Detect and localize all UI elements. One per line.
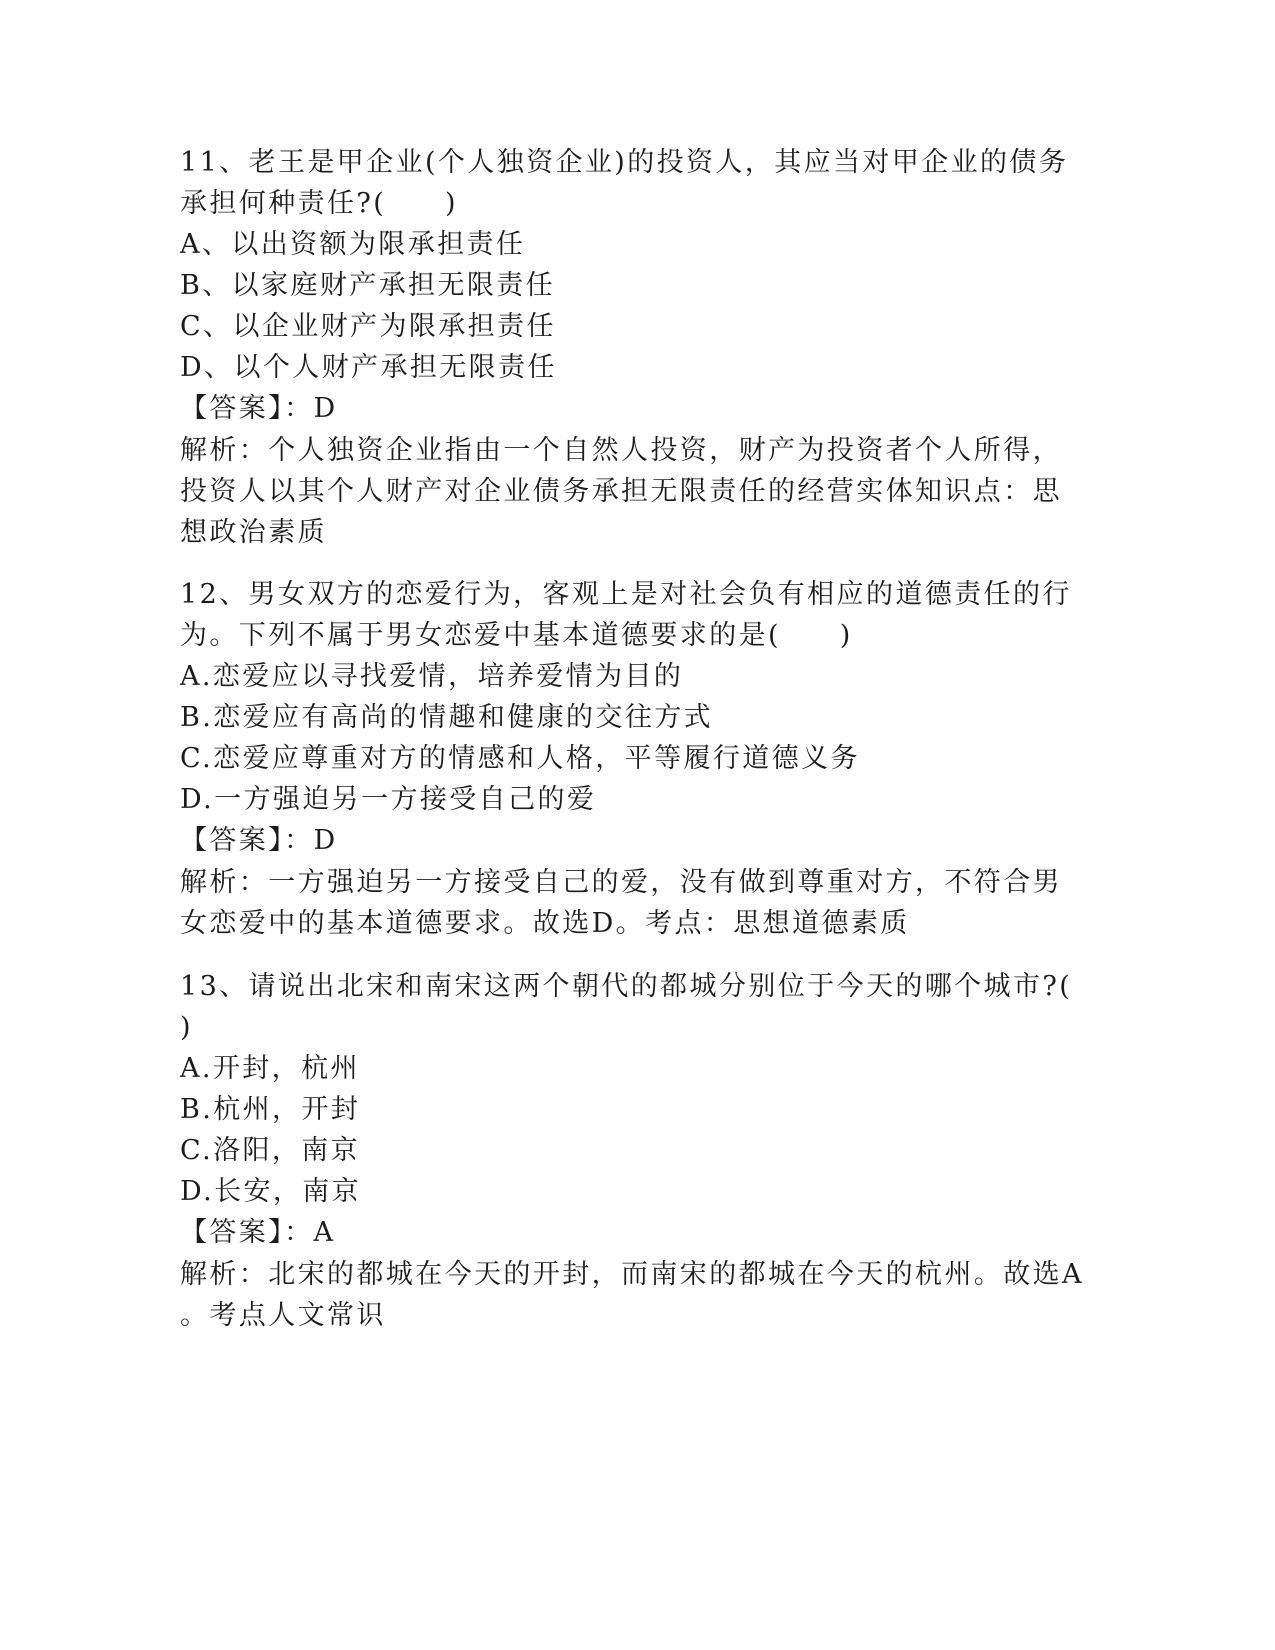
question-12-stem-line-2: 为。下列不属于男女恋爱中基本道德要求的是( ) xyxy=(180,620,853,651)
question-13-analysis-line-1: 解析：北宋的都城在今天的开封，而南宋的都城在今天的杭州。故选A xyxy=(180,1259,1084,1290)
question-13-option-d: D.长安，南京 xyxy=(180,1176,362,1207)
question-11-analysis-line-3: 想政治素质 xyxy=(180,517,327,548)
question-13-answer: 【答案】：A xyxy=(180,1217,336,1248)
question-12-option-a: A.恋爱应以寻找爱情，培养爱情为目的 xyxy=(180,661,684,692)
question-12-option-b: B.恋爱应有高尚的情趣和健康的交往方式 xyxy=(180,702,714,733)
question-11-option-b: B、以家庭财产承担无限责任 xyxy=(180,270,556,301)
question-11-stem-line-2: 承担何种责任?( ) xyxy=(180,188,458,219)
question-13-stem-line-2: ) xyxy=(180,1012,193,1043)
question-13-analysis-line-2: 。考点人文常识 xyxy=(180,1300,386,1331)
question-13-stem-line-1: 13、请说出北宋和南宋这两个朝代的都城分别位于今天的哪个城市?( xyxy=(180,971,1073,1002)
question-12-answer: 【答案】：D xyxy=(180,825,338,856)
question-12-option-c: C.恋爱应尊重对方的情感和人格，平等履行道德义务 xyxy=(180,743,860,774)
question-13-option-b: B.杭州，开封 xyxy=(180,1094,361,1125)
question-11-answer: 【答案】：D xyxy=(180,393,338,424)
question-12-analysis-line-1: 解析：一方强迫另一方接受自己的爱，没有做到尊重对方，不符合男 xyxy=(180,867,1062,898)
question-12-analysis-line-2: 女恋爱中的基本道德要求。故选D。考点：思想道德素质 xyxy=(180,908,910,939)
question-12-stem-line-1: 12、男女双方的恋爱行为，客观上是对社会负有相应的道德责任的行 xyxy=(180,579,1072,610)
question-13-option-c: C.洛阳，南京 xyxy=(180,1135,361,1166)
question-11-option-c: C、以企业财产为限承担责任 xyxy=(180,311,556,342)
question-11-stem-line-1: 11、老王是甲企业(个人独资企业)的投资人，其应当对甲企业的债务 xyxy=(180,147,1069,178)
question-13-option-a: A.开封，杭州 xyxy=(180,1053,360,1084)
question-11-analysis-line-2: 投资人以其个人财产对企业债务承担无限责任的经营实体知识点：思 xyxy=(180,476,1062,507)
question-11-option-d: D、以个人财产承担无限责任 xyxy=(180,352,557,383)
question-11-option-a: A、以出资额为限承担责任 xyxy=(180,229,526,260)
question-12-option-d: D.一方强迫另一方接受自己的爱 xyxy=(180,784,597,815)
question-11-analysis-line-1: 解析：个人独资企业指由一个自然人投资，财产为投资者个人所得， xyxy=(180,435,1062,466)
